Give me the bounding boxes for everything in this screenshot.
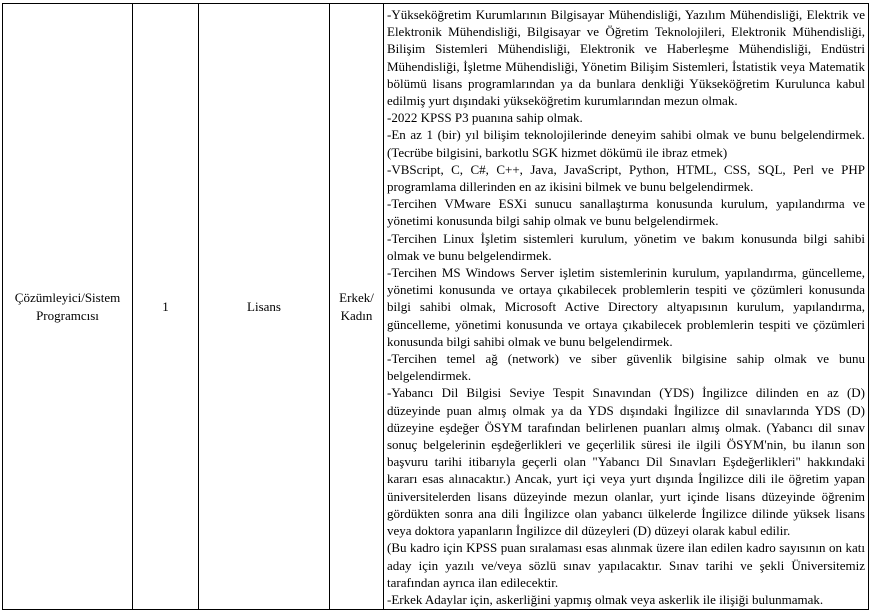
requirement-line: -Tercihen VMware ESXi sunucu sanallaştırma konusunda kurulum, yapılandırma ve yönetimi konusunda bilgi sahip olmak ve bunu belgelendirmek.: [387, 196, 865, 229]
gender-cell: Erkek/ Kadın: [330, 4, 384, 610]
requirement-line: -2022 KPSS P3 puanına sahip olmak.: [387, 110, 583, 126]
table-row: [3, 4, 869, 610]
job-requirements-table: [2, 3, 869, 610]
requirement-line: -Tercihen MS Windows Server işletim sistemlerinin kurulum, yapılandırma, güncelleme, yönetimi konusunda ve ortaya çıkabilecek problemlerin tespiti ve çözümleri konusunda bilgi sahibi olmak, Microsoft Active Directory altyapısının kurulum, yapılandırma, güncelleme, yönetimi konusunda ve ortaya çıkabilecek problemlerin tespiti ve çözümleri konusunda bilgi sahibi olmak ve bunu belgelendirmek.: [387, 265, 865, 349]
requirements-cell: [384, 4, 869, 610]
requirement-line: (Bu kadro için KPSS puan sıralaması esas alınmak üzere ilan edilen kadro sayısının on katı aday için yazılı ve/veya sözlü sınav yapılacaktır. Sınav tarihi ve şekli Üniversitemiz tarafından ayrıca ilan edilecektir.: [387, 540, 865, 590]
education-level-cell: Lisans: [199, 4, 330, 610]
requirement-line: -Yükseköğretim Kurumlarının Bilgisayar Mühendisliği, Yazılım Mühendisliği, Elektrik ve Elektronik Mühendisliği, Bilgisayar ve Öğretim Teknolojileri, Elektronik Mühendisliği, Bilişim Sistemleri Mühendisliği, Elektronik ve Haberleşme Mühendisliği, Endüstri Mühendisliği, İşletme Mühendisliği, Yönetim Bilişim Sistemleri, İstatistik veya Matematik bölümü lisans programlarından ya da bunlara denkliği Yükseköğretim Kurulunca kabul edilmiş yurt dışındaki yükseköğretim kurumlarından mezun olmak.: [387, 7, 865, 109]
requirement-line: -VBScript, C, C#, C++, Java, JavaScript, Python, HTML, CSS, SQL, Perl ve PHP programlama dillerinden en az ikisini bilmek ve bunu belgelendirmek.: [387, 161, 865, 195]
requirement-line: -Tercihen Linux İşletim sistemleri kurulum, yönetim ve bakım konusunda bilgi sahibi olmak ve bunu belgelendirmek.: [387, 230, 865, 263]
requirement-line: -Erkek Adaylar için, askerliğini yapmış olmak veya askerlik ile ilişiği bulunmamak.: [387, 591, 824, 607]
requirement-line: -Tercihen temel ağ (network) ve siber güvenlik bilgisine sahip olmak ve bunu belgelendirmek.: [387, 351, 865, 384]
requirement-line: -Yabancı Dil Bilgisi Seviye Tespit Sınavından (YDS) İngilizce dilinden en az (D) düzeyinde puan almış olmak ya da YDS dışındaki İngilizce dil sınavlarında YDS (D) düzeyine eşdeğer ÖSYM tarafından belirlenen puanları almış olmak. (Yabancı dil sınav sonuç belgelerinin eşdeğerlikleri ve geçerlilik süresi ile ilgili ÖSYM'nin, bu ilanın son başvuru tarihi itibarıyla geçerli olan "Yabancı Dil Sınavları Eşdeğerlikleri" hakkındaki kararı esas alınacaktır.) Ancak, yurt içi veya yurt dışında İngilizce dili ile öğretim yapan üniversitelerden lisans düzeyinde mezun olanlar, yurt içinde lisans düzeyinde öğrenim gördükten sonra ana dili İngilizce olan yabancı ülkelerde İngilizce dilinde yüksek lisans veya doktora yapanların İngilizce dil düzeyleri (D) düzeyi olarak kabul edilir.: [387, 385, 865, 539]
position-title-cell: Çözümleyici/Sistem Programcısı: [3, 4, 133, 610]
requirement-line: -En az 1 (bir) yıl bilişim teknolojilerinde deneyim sahibi olmak ve bunu belgelendirmek. (Tecrübe bilgisini, barkotlu SGK hizmet dökümü ile ibraz etmek): [387, 127, 865, 160]
position-count-cell: 1: [133, 4, 199, 610]
